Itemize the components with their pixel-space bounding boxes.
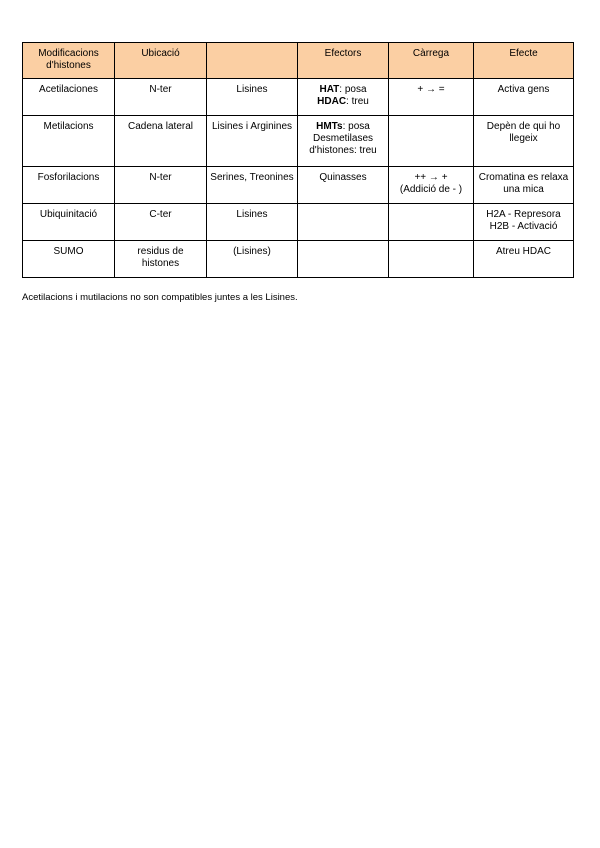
cell-modification: Ubiquinitació — [23, 204, 115, 241]
cell-target: (Lisines) — [207, 241, 298, 278]
table-header-row — [23, 43, 574, 79]
cell-charge — [389, 116, 474, 167]
table-row — [23, 116, 574, 167]
cell-location: Cadena lateral — [115, 116, 207, 167]
table-row — [23, 167, 574, 204]
effect-line: H2A - Represora — [486, 209, 561, 220]
effector-line — [301, 121, 385, 133]
cell-effect: Depèn de qui ho llegeix — [474, 116, 574, 167]
cell-target: Serines, Treonines — [207, 167, 298, 204]
effector-action: Desmetilases d'histones: treu — [309, 133, 377, 156]
cell-effectors — [298, 79, 389, 116]
cell-location: residus de histones — [115, 241, 207, 278]
note-paragraph: Acetilacions i mutilacions no son compatibles juntes a les Lisines. — [22, 292, 298, 303]
effector-name: HDAC — [317, 96, 347, 107]
header-location: Ubicació — [115, 43, 207, 79]
cell-modification: Metilacions — [23, 116, 115, 167]
cell-effect: Cromatina es relaxa una mica — [474, 167, 574, 204]
cell-location: C-ter — [115, 204, 207, 241]
effector-line — [301, 96, 385, 108]
cell-charge — [389, 204, 474, 241]
header-target — [207, 43, 298, 79]
effector-action: : posa — [339, 84, 367, 95]
effector-action: : posa — [342, 121, 370, 132]
cell-target: Lisines i Arginines — [207, 116, 298, 167]
cell-location: N-ter — [115, 167, 207, 204]
effector-name: HMTs — [316, 121, 343, 132]
header-effectors: Efectors — [298, 43, 389, 79]
cell-effectors — [298, 116, 389, 167]
cell-target: Lisines — [207, 79, 298, 116]
effector-line — [301, 84, 385, 96]
charge-line: (Addició de - ) — [399, 184, 463, 195]
effector-line — [301, 133, 385, 157]
cell-effectors — [298, 204, 389, 241]
header-effect: Efecte — [474, 43, 574, 79]
table-row — [23, 79, 574, 116]
cell-modification: Fosforilacions — [23, 167, 115, 204]
cell-target: Lisines — [207, 204, 298, 241]
header-modifications: Modificacions d'histones — [23, 43, 115, 79]
cell-charge — [389, 241, 474, 278]
cell-effect: Activa gens — [474, 79, 574, 116]
cell-charge — [389, 167, 474, 204]
table-row — [23, 204, 574, 241]
effector-action: : treu — [346, 96, 369, 107]
effect-line: H2B - Activació — [489, 221, 558, 232]
cell-location: N-ter — [115, 79, 207, 116]
effector-name: HAT — [319, 84, 340, 95]
cell-modification: Acetilaciones — [23, 79, 115, 116]
charge-line: ++ → + — [414, 172, 448, 183]
cell-modification: SUMO — [23, 241, 115, 278]
cell-charge: + → = — [389, 79, 474, 116]
cell-effectors: Quinasses — [298, 167, 389, 204]
cell-effectors — [298, 241, 389, 278]
cell-effect: Atreu HDAC — [474, 241, 574, 278]
cell-effect — [474, 204, 574, 241]
histone-modifications-table — [22, 42, 574, 278]
header-charge: Càrrega — [389, 43, 474, 79]
table-row — [23, 241, 574, 278]
